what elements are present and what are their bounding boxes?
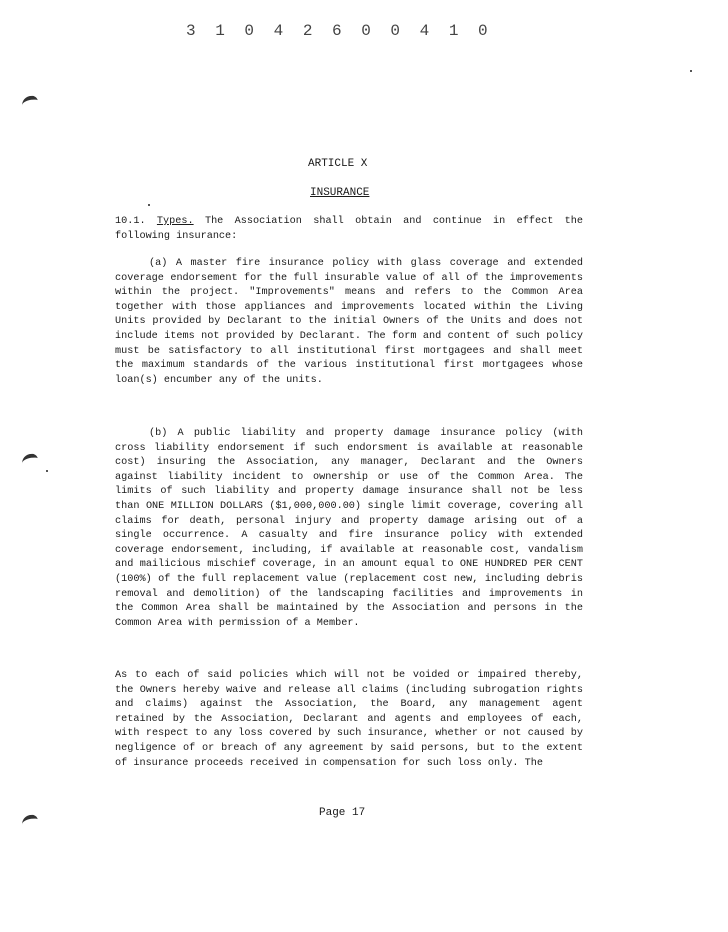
punch-hole-mark xyxy=(21,95,39,111)
paragraph-c: As to each of said policies which will not be voided or impaired thereby, the Owners hereby waive and release all claims (including subrogation rights and claims) against the Association, the Board, any management agent retained by the Association, Declarant and agents and employees of each, with respect to any loss covered by such insurance, whether or not caused by negligence of or breach of any agreement by said persons, but to the extent of insurance proceeds received in compensation for such loss only. The xyxy=(115,670,583,769)
paragraph-a: (a) A master fire insurance policy with glass coverage and extended coverage endorsement for the full insurable value of all of the improvements within the project. "Improvements" means and refers to the Common Area together with those appliances and improvements located within the Living Units provided by Declarant to the initial Owners of the Units and does not include items not provided by Declarant. The form and content of such policy must be satisfactory to all institutional first mortgagees and shall meet the maximum standards of the various institutional first mortgagees whose loan(s) encumber any of the units. xyxy=(115,258,583,386)
section-number: 10.1. xyxy=(115,216,146,227)
scan-speck xyxy=(148,204,150,206)
section-heading: Types. xyxy=(156,216,194,227)
document-number: 3 1 0 4 2 6 0 0 4 1 0 xyxy=(186,22,493,40)
punch-hole-mark xyxy=(21,453,39,469)
scan-speck xyxy=(46,470,48,472)
scan-speck xyxy=(690,70,692,72)
paragraph-b: (b) A public liability and property damage insurance policy (with cross liability endorsement if such endorsment is available at reasonable cost) insuring the Association, any manager, Declarant and the Owners against liability incident to ownership or use of the Common Area. The limits of such liability and property damage insurance shall not be less than ONE MILLION DOLLARS ($1,000,000.00) single limit coverage, covering all claims for death, personal injury and property damage arising out of a single occurrence. A casualty and fire insurance policy with extended coverage endorsement, including, if available at reasonable cost, vandalism and mailicious mischief coverage, in an amount equal to ONE HUNDRED PER CENT (100%) of the full replacement value (replacement cost new, including debris removal and demolition) of the landscaping facilities and improvements in the Common Area shall be maintained by the Association and persons in the Common Area with permission of a Member. xyxy=(115,428,583,629)
article-title: ARTICLE X xyxy=(308,158,368,170)
article-subtitle: INSURANCE xyxy=(310,187,370,199)
punch-hole-mark xyxy=(21,814,39,830)
section-10-1-intro xyxy=(115,215,583,244)
page-number: Page 17 xyxy=(319,807,366,819)
section-intro-text: The Association shall obtain and continue in effect the following insurance: xyxy=(115,216,583,242)
